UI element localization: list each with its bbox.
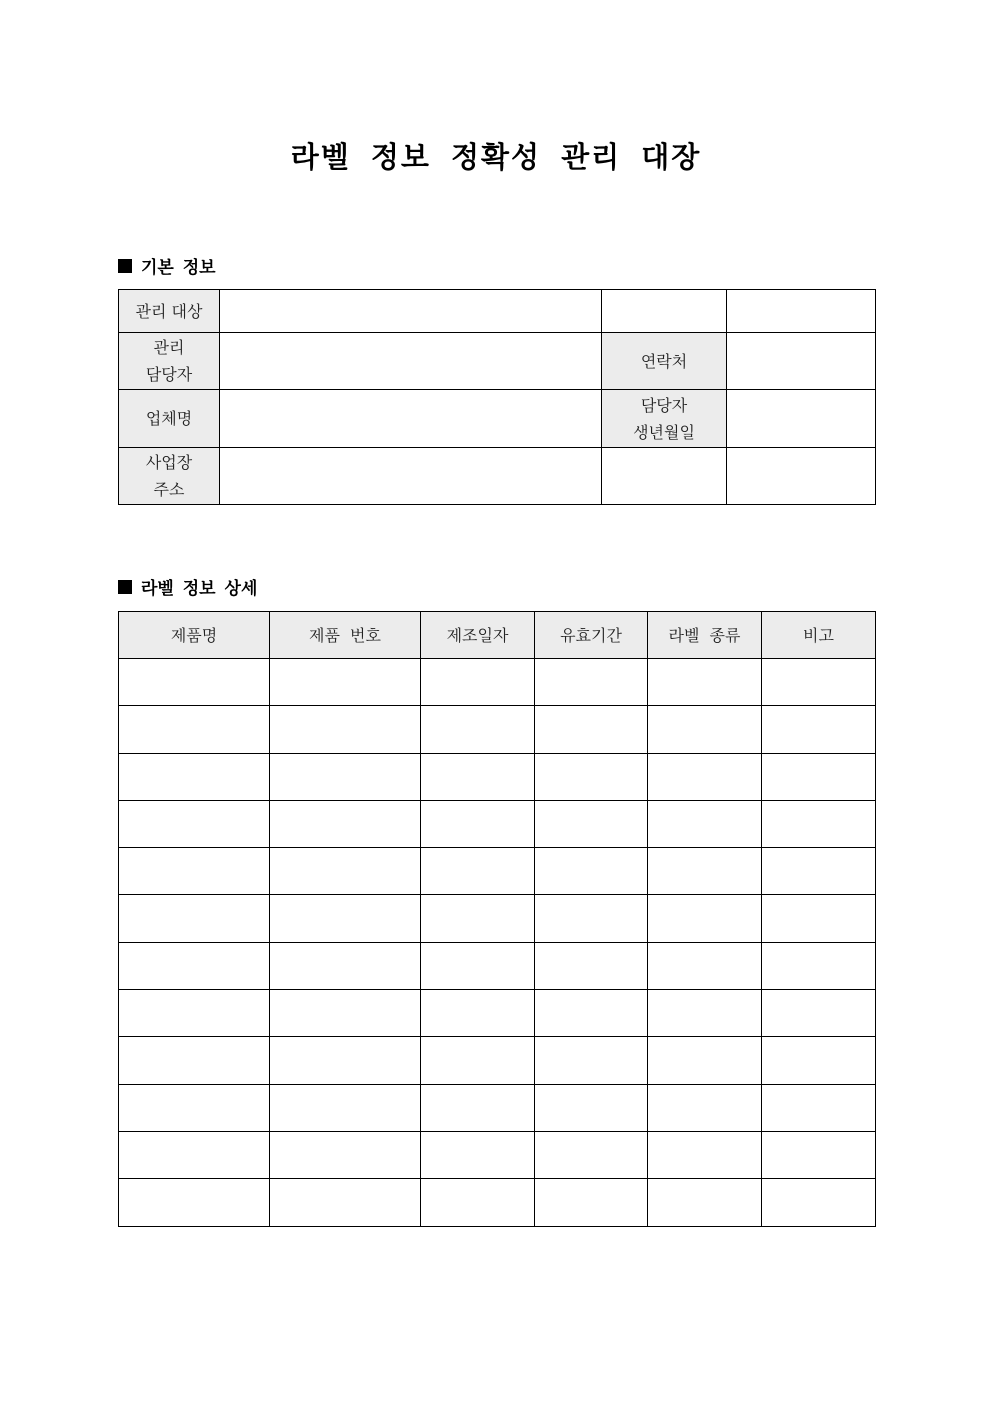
product-name-cell[interactable] bbox=[119, 942, 270, 989]
label-type-cell[interactable] bbox=[648, 895, 762, 942]
basic-info-table bbox=[118, 289, 876, 505]
label-type-cell[interactable] bbox=[648, 1037, 762, 1084]
table-row bbox=[119, 1179, 876, 1226]
business-address-field[interactable] bbox=[220, 448, 602, 505]
manufacture-date-cell[interactable] bbox=[421, 1037, 535, 1084]
manufacture-date-cell[interactable] bbox=[421, 990, 535, 1037]
product-number-cell[interactable] bbox=[270, 990, 421, 1037]
expiry-period-cell[interactable] bbox=[535, 800, 648, 847]
section-heading-basic-info bbox=[118, 253, 216, 278]
management-target-field[interactable] bbox=[220, 290, 602, 333]
product-name-cell[interactable] bbox=[119, 1131, 270, 1178]
manufacture-date-cell[interactable] bbox=[421, 1179, 535, 1226]
blank-label-cell[interactable] bbox=[602, 290, 727, 333]
product-number-cell[interactable] bbox=[270, 1037, 421, 1084]
basic-info-row bbox=[119, 390, 876, 448]
product-number-cell[interactable] bbox=[270, 800, 421, 847]
product-name-cell[interactable] bbox=[119, 753, 270, 800]
label-type-cell[interactable] bbox=[648, 990, 762, 1037]
table-row bbox=[119, 990, 876, 1037]
expiry-period-cell[interactable] bbox=[535, 706, 648, 753]
table-row bbox=[119, 942, 876, 989]
manager-field[interactable] bbox=[220, 333, 602, 390]
label-type-cell[interactable] bbox=[648, 1084, 762, 1131]
product-name-cell[interactable] bbox=[119, 1037, 270, 1084]
remarks-cell[interactable] bbox=[762, 1037, 876, 1084]
product-name-cell[interactable] bbox=[119, 800, 270, 847]
manufacture-date-cell[interactable] bbox=[421, 895, 535, 942]
expiry-period-cell[interactable] bbox=[535, 1131, 648, 1178]
label-company-name: 업체명 bbox=[119, 390, 220, 448]
remarks-cell[interactable] bbox=[762, 990, 876, 1037]
label-type-cell[interactable] bbox=[648, 1179, 762, 1226]
manufacture-date-cell[interactable] bbox=[421, 753, 535, 800]
manufacture-date-cell[interactable] bbox=[421, 1131, 535, 1178]
label-type-cell[interactable] bbox=[648, 848, 762, 895]
product-name-cell[interactable] bbox=[119, 848, 270, 895]
remarks-cell[interactable] bbox=[762, 659, 876, 706]
section-heading-label-detail bbox=[118, 574, 257, 599]
blank-label-cell[interactable] bbox=[602, 448, 727, 505]
product-number-cell[interactable] bbox=[270, 706, 421, 753]
product-number-cell[interactable] bbox=[270, 753, 421, 800]
remarks-cell[interactable] bbox=[762, 848, 876, 895]
product-name-cell[interactable] bbox=[119, 990, 270, 1037]
product-number-cell[interactable] bbox=[270, 659, 421, 706]
label-line: 담당자 bbox=[145, 365, 193, 384]
table-header-row bbox=[119, 612, 876, 659]
table-row bbox=[119, 1084, 876, 1131]
label-manager-birthdate bbox=[602, 390, 727, 448]
section-heading-label: 기본 정보 bbox=[141, 258, 216, 278]
blank-value-cell[interactable] bbox=[727, 290, 876, 333]
remarks-cell[interactable] bbox=[762, 942, 876, 989]
product-number-cell[interactable] bbox=[270, 1084, 421, 1131]
label-line: 관리 bbox=[153, 338, 185, 357]
label-type-cell[interactable] bbox=[648, 659, 762, 706]
product-number-cell[interactable] bbox=[270, 848, 421, 895]
product-name-cell[interactable] bbox=[119, 1084, 270, 1131]
section-heading-label: 라벨 정보 상세 bbox=[141, 579, 258, 599]
expiry-period-cell[interactable] bbox=[535, 1037, 648, 1084]
blank-value-cell[interactable] bbox=[727, 448, 876, 505]
table-row bbox=[119, 753, 876, 800]
table-row bbox=[119, 895, 876, 942]
manufacture-date-cell[interactable] bbox=[421, 942, 535, 989]
expiry-period-cell[interactable] bbox=[535, 848, 648, 895]
column-header-product-name: 제품명 bbox=[119, 612, 270, 659]
remarks-cell[interactable] bbox=[762, 1131, 876, 1178]
table-row bbox=[119, 706, 876, 753]
expiry-period-cell[interactable] bbox=[535, 1179, 648, 1226]
manufacture-date-cell[interactable] bbox=[421, 848, 535, 895]
manufacture-date-cell[interactable] bbox=[421, 1084, 535, 1131]
table-row bbox=[119, 659, 876, 706]
label-detail-table bbox=[118, 611, 876, 1227]
table-row bbox=[119, 1131, 876, 1178]
product-name-cell[interactable] bbox=[119, 659, 270, 706]
column-header-label-type: 라벨 종류 bbox=[648, 612, 762, 659]
product-name-cell[interactable] bbox=[119, 1179, 270, 1226]
document-title: 라벨 정보 정확성 관리 대장 bbox=[290, 140, 702, 174]
expiry-period-cell[interactable] bbox=[535, 1084, 648, 1131]
manufacture-date-cell[interactable] bbox=[421, 659, 535, 706]
product-number-cell[interactable] bbox=[270, 1131, 421, 1178]
table-row bbox=[119, 848, 876, 895]
manager-birthdate-field[interactable] bbox=[727, 390, 876, 448]
expiry-period-cell[interactable] bbox=[535, 942, 648, 989]
label-manager bbox=[119, 333, 220, 390]
column-header-manufacture-date: 제조일자 bbox=[421, 612, 535, 659]
remarks-cell[interactable] bbox=[762, 800, 876, 847]
product-name-cell[interactable] bbox=[119, 706, 270, 753]
contact-field[interactable] bbox=[727, 333, 876, 390]
product-number-cell[interactable] bbox=[270, 1179, 421, 1226]
basic-info-row bbox=[119, 448, 876, 505]
manufacture-date-cell[interactable] bbox=[421, 800, 535, 847]
expiry-period-cell[interactable] bbox=[535, 659, 648, 706]
remarks-cell[interactable] bbox=[762, 895, 876, 942]
remarks-cell[interactable] bbox=[762, 1084, 876, 1131]
label-type-cell[interactable] bbox=[648, 753, 762, 800]
label-line: 주소 bbox=[153, 480, 185, 499]
remarks-cell[interactable] bbox=[762, 753, 876, 800]
label-type-cell[interactable] bbox=[648, 706, 762, 753]
column-header-remarks: 비고 bbox=[762, 612, 876, 659]
label-line: 사업장 bbox=[145, 453, 193, 472]
label-business-address bbox=[119, 448, 220, 505]
label-management-target: 관리 대상 bbox=[119, 290, 220, 333]
manufacture-date-cell[interactable] bbox=[421, 706, 535, 753]
label-type-cell[interactable] bbox=[648, 1131, 762, 1178]
product-name-cell[interactable] bbox=[119, 895, 270, 942]
expiry-period-cell[interactable] bbox=[535, 990, 648, 1037]
label-type-cell[interactable] bbox=[648, 942, 762, 989]
product-number-cell[interactable] bbox=[270, 895, 421, 942]
basic-info-row bbox=[119, 290, 876, 333]
expiry-period-cell[interactable] bbox=[535, 895, 648, 942]
label-line: 생년월일 bbox=[633, 422, 695, 442]
label-contact: 연락처 bbox=[602, 333, 727, 390]
black-square-icon bbox=[118, 580, 132, 594]
product-number-cell[interactable] bbox=[270, 942, 421, 989]
black-square-icon bbox=[118, 259, 132, 273]
label-line: 담당자 bbox=[640, 395, 688, 415]
label-type-cell[interactable] bbox=[648, 800, 762, 847]
company-name-field[interactable] bbox=[220, 390, 602, 448]
expiry-period-cell[interactable] bbox=[535, 753, 648, 800]
table-row bbox=[119, 800, 876, 847]
basic-info-row bbox=[119, 333, 876, 390]
remarks-cell[interactable] bbox=[762, 1179, 876, 1226]
table-row bbox=[119, 1037, 876, 1084]
remarks-cell[interactable] bbox=[762, 706, 876, 753]
column-header-product-number: 제품 번호 bbox=[270, 612, 421, 659]
column-header-expiry-period: 유효기간 bbox=[535, 612, 648, 659]
